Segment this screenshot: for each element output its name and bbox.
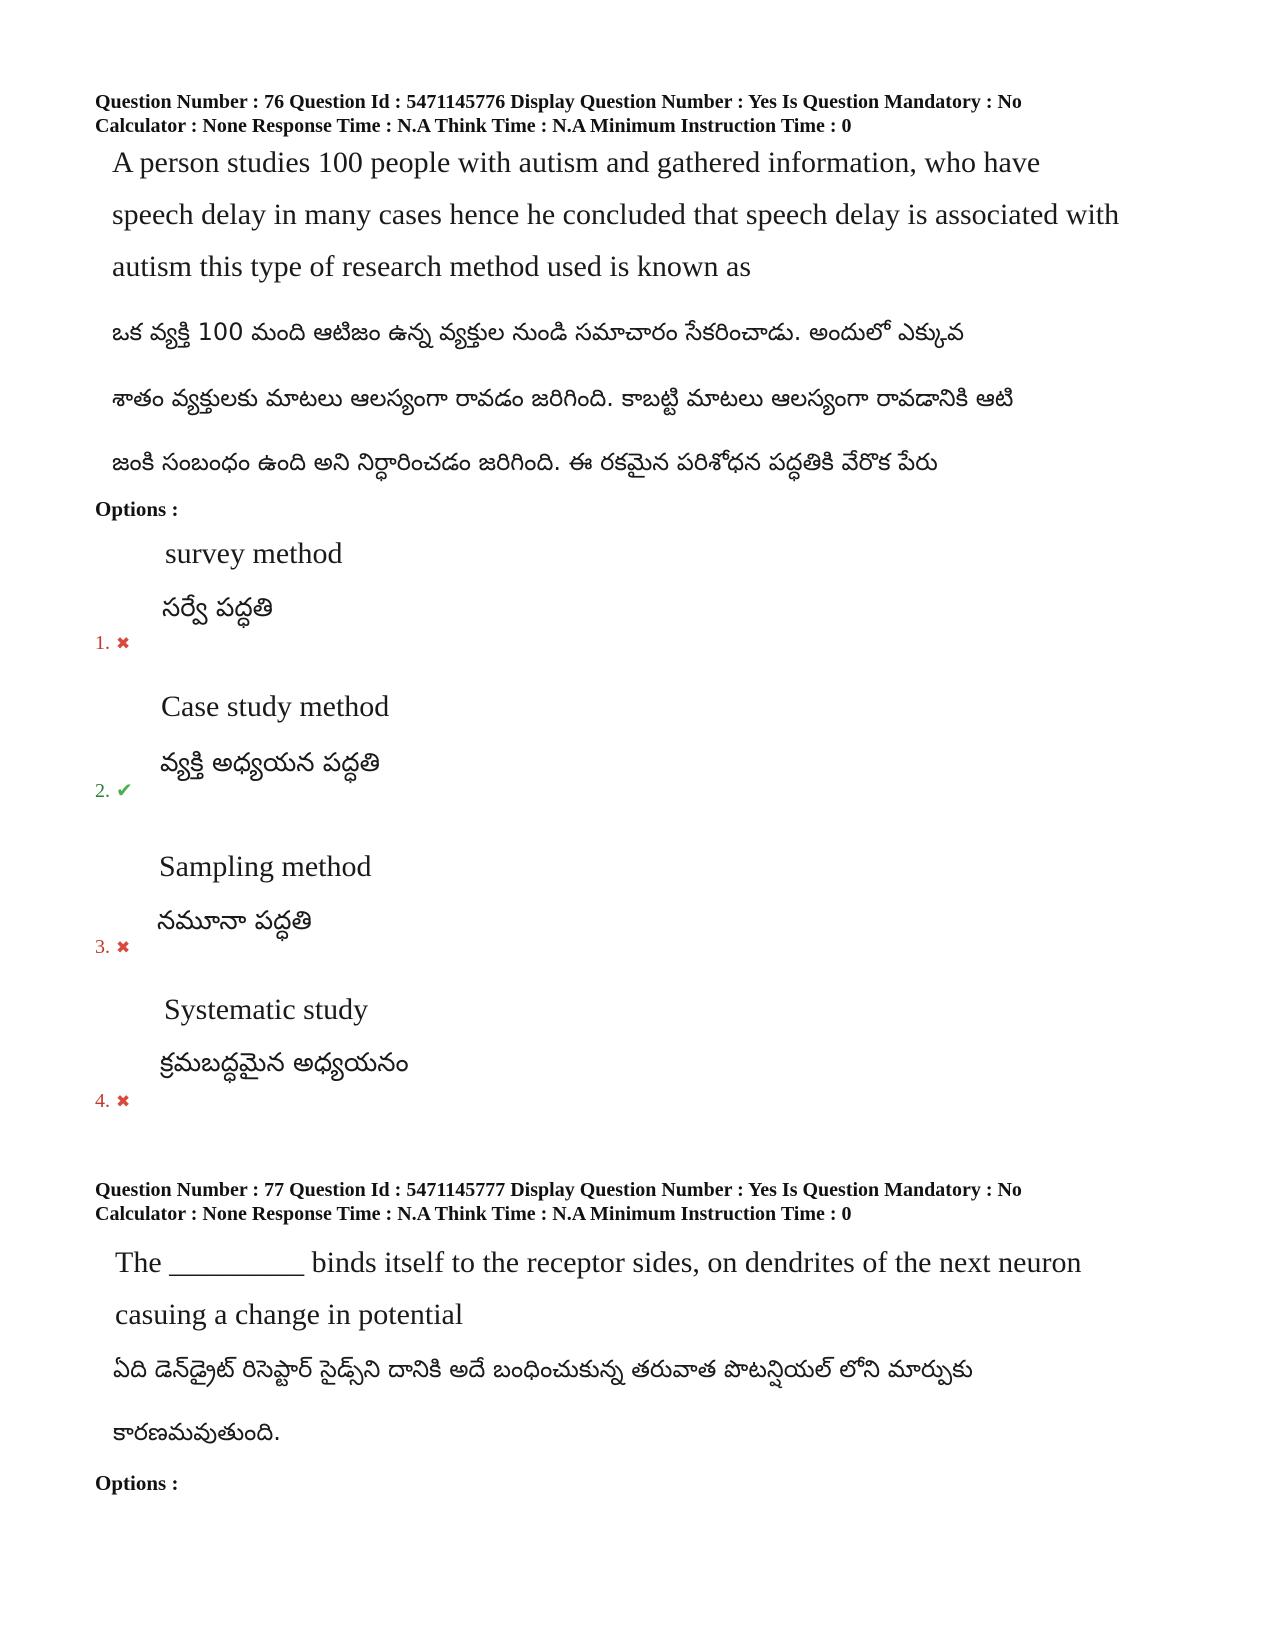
check-icon: ✔ xyxy=(116,780,133,802)
question-77-meta-line-1: Question Number : 77 Question Id : 5471145777 Display Question Number : Yes Is Question Mandatory : No xyxy=(95,1179,1022,1201)
option-3-number-text: 3. xyxy=(95,936,110,958)
question-76-telugu-line-3: జంకి సంబంధం ఉంది అని నిర్ధారించడం జరిగింది. ఈ రకమైన పరిశోధన పద్ధతికి వేరొక పేరు xyxy=(112,448,938,476)
cross-icon: ✖ xyxy=(116,634,131,653)
question-76-options-label: Options : xyxy=(95,497,179,521)
question-77-telugu-line-2: కారణమవుతుంది. xyxy=(113,1418,281,1446)
question-77-telugu-line-1: ఏది డెన్‌డ్రైట్ రిసెప్టార్ సైడ్స్‌ని దానికి అదే బంధించుకున్న తరువాత పొటన్షియల్ లోని మార్పుకు xyxy=(113,1355,973,1383)
option-1-english: survey method xyxy=(165,537,343,570)
question-77-english-line-1: The _________ binds itself to the receptor sides, on dendrites of the next neuron xyxy=(115,1246,1082,1279)
question-77-options-label: Options : xyxy=(95,1471,179,1495)
option-2-number-text: 2. xyxy=(95,780,110,802)
question-76-meta-line-1: Question Number : 76 Question Id : 5471145776 Display Question Number : Yes Is Question Mandatory : No xyxy=(95,91,1022,113)
option-4-english: Systematic study xyxy=(164,993,369,1026)
option-3-telugu: నమూనా పద్ధతి xyxy=(157,906,312,936)
option-3-english: Sampling method xyxy=(159,850,372,883)
question-76-telugu-line-2: శాతం వ్యక్తులకు మాటలు ఆలస్యంగా రావడం జరిగింది. కాబట్టి మాటలు ఆలస్యంగా రావడానికి ఆటి xyxy=(112,384,1014,412)
cross-icon: ✖ xyxy=(116,938,131,957)
question-76-english-line-1: A person studies 100 people with autism and gathered information, who have xyxy=(112,146,1041,179)
option-3-number xyxy=(95,936,130,959)
question-76-meta-line-2: Calculator : None Response Time : N.A Think Time : N.A Minimum Instruction Time : 0 xyxy=(95,115,852,137)
option-2-english: Case study method xyxy=(161,690,390,723)
option-4-number xyxy=(95,1090,130,1113)
option-2-telugu: వ్యక్తి అధ్యయన పద్ధతి xyxy=(160,748,380,778)
option-4-telugu: క్రమబద్ధమైన అధ్యయనం xyxy=(160,1048,409,1078)
question-76-english-line-2: speech delay in many cases hence he concluded that speech delay is associated with xyxy=(112,198,1120,231)
question-76-telugu-line-1: ఒక వ్యక్తి 100 మంది ఆటిజం ఉన్న వ్యక్తుల నుండి సమాచారం సేకరించాడు. అందులో ఎక్కువ xyxy=(112,318,965,346)
question-76-english-line-3: autism this type of research method used is known as xyxy=(112,250,752,283)
option-4-number-text: 4. xyxy=(95,1090,110,1112)
option-1-telugu: సర్వే పద్ధతి xyxy=(162,593,274,623)
question-77-english-line-2: casuing a change in potential xyxy=(115,1298,464,1331)
question-77-meta-line-2: Calculator : None Response Time : N.A Think Time : N.A Minimum Instruction Time : 0 xyxy=(95,1203,852,1225)
option-1-number xyxy=(95,632,130,655)
option-2-number xyxy=(95,778,133,803)
option-1-number-text: 1. xyxy=(95,632,110,654)
cross-icon: ✖ xyxy=(116,1092,131,1111)
